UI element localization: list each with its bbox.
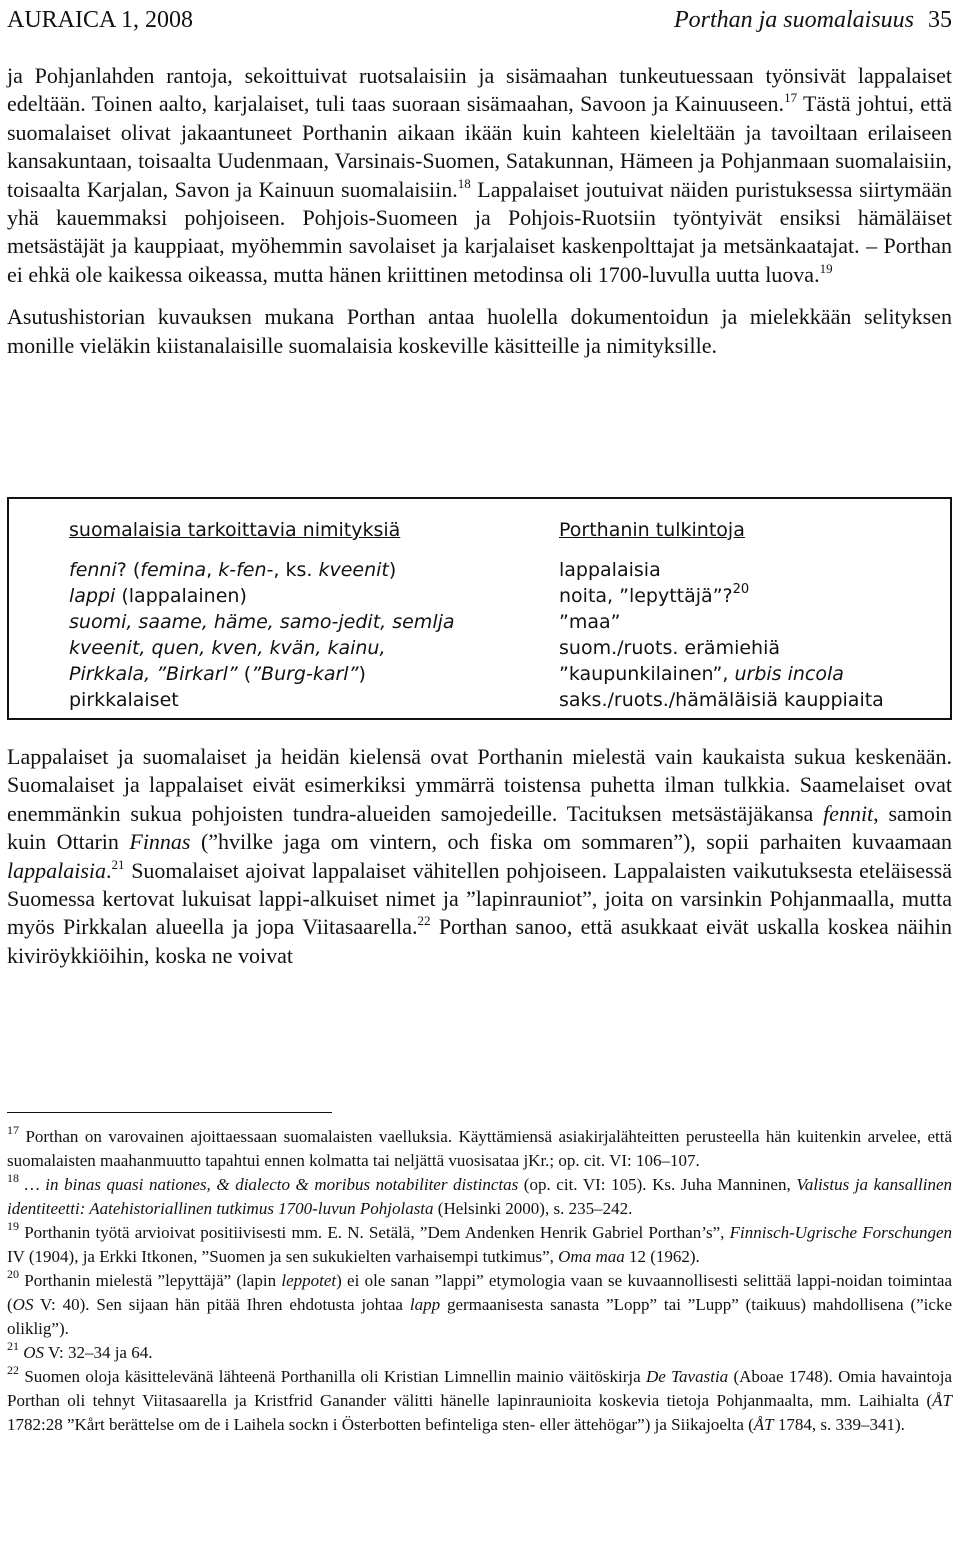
footnote-22-number: 22 [7,1363,19,1377]
p3-finnas: Finnas [129,829,191,855]
footnote-ref-20: 20 [732,582,750,597]
page-number: 35 [928,7,952,33]
paragraph-3 [7,743,952,970]
p3-part-d: . [106,857,112,883]
footnote-21-text: V: 32–34 ja 64. [44,1343,153,1362]
footnote-18-latin: … in binas quasi nationes, & dialecto & moribus notabiliter distinctas [19,1175,519,1194]
footnotes [7,1125,952,1437]
footnote-22-text-c: 1782:28 ”Kårt berättelse om de i Laihela sockn i Österbotten befinteliga sten- eller ättehögar”) ja Siikajoelta ( [7,1415,754,1434]
table-left-column [69,517,549,713]
footnote-22-text-d: 1784, s. 339–341). [773,1415,905,1434]
footnote-19-text-c: 12 (1962). [624,1247,700,1266]
table-right-row-6: saks./ruots./hämäläisiä kauppiaita [559,689,884,711]
footnote-20-text-a: Porthanin mielestä ”lepyttäjä” (lapin [19,1271,282,1290]
footnote-ref-19: 19 [819,260,833,276]
footnote-17-text: Porthan on varovainen ajoittaessaan suomalaisten vaelluksia. Käyttämiensä asiakirjalähteitten perusteella hän kuitenkin arvelee, että suomalaisten maahanmuutto tapahtui ennen kolmatta tai neljättä vuosisataa jKr.; op. cit. VI: 106–107. [7,1127,952,1170]
body-text [7,62,952,360]
footnote-21-number: 21 [7,1339,19,1353]
footnote-20-text-d: germaanisesta sanasta ”Lopp” tai ”Lupp” (taikuus) mahdollisena (”icke oliklig”). [7,1295,952,1338]
footnote-22-at-1: ÅT [932,1391,952,1410]
footnote-22-at-2: ÅT [753,1415,774,1434]
table-right-row-3: ”maa” [559,611,621,633]
footnote-17-number: 17 [7,1123,19,1137]
footnote-ref-22: 22 [417,913,431,929]
footnote-17 [7,1125,952,1173]
journal-name: AURAICA 1, 2008 [7,7,194,33]
footnote-20-text-c: V: 40). Sen sijaan hän pitää Ihren ehdotusta johtaa [33,1295,410,1314]
table-left-row-5: Pirkkala, ”Birkarl” (”Burg-karl”) [69,663,366,685]
table-left-row-2: lappi (lappalainen) [69,585,247,607]
paragraph-2: Asutushistorian kuvauksen mukana Porthan antaa huolella dokumentoidun ja mielekkään selityksen monille vieläkin kiistanalaisille suomalaisia koskeville käsitteille ja nimityksille. [7,304,952,358]
footnote-ref-17: 17 [784,90,798,106]
names-table [7,497,952,720]
footnote-20 [7,1269,952,1341]
table-right-row-1: lappalaisia [559,559,661,581]
table-left-row-6: pirkkalaiset [69,689,179,711]
footnote-18-text-b: (Helsinki 2000), s. 235–242. [433,1199,633,1218]
footnote-18 [7,1173,952,1221]
paragraph-1 [7,62,952,289]
p3-part-a: Lappalaiset ja suomalaiset ja heidän kielensä ovat Porthanin mielestä vain kaukaista sukua keskenään. Suomalaiset ja lappalaiset eivät esimerkiksi ymmärrä toistensa puhetta ilman tulkkia. Saamelaiset ovat enemmänkin sukua pohjoisten tundra-alueiden samojedeille. Tacituksen metsästäjäkansa [7,744,952,826]
p3-fennit: fennit [823,800,874,826]
table-left-row-4: kveenit, quen, kven, kvän, kainu, [69,637,386,659]
footnote-ref-21: 21 [111,856,125,872]
footnote-20-number: 20 [7,1267,19,1281]
footnote-22 [7,1365,952,1437]
footnote-20-os: OS [12,1295,34,1314]
footnote-21-os: OS [19,1343,45,1362]
footnote-18-number: 18 [7,1171,19,1185]
footnote-19 [7,1221,952,1269]
table-right-column [559,517,949,713]
footnote-20-leppotet: leppotet [281,1271,337,1290]
footnote-22-text-a: Suomen oloja käsittelevänä lähteenä Porthanilla oli Kristian Limnellin mainio väitöskirja [19,1367,647,1386]
footnote-19-oma-maa: Oma maa [558,1247,625,1266]
footnote-21 [7,1341,952,1365]
p1-part-c: Lappalaiset joutuivat näiden puristuksessa siirtymään yhä kauemmaksi pohjoiseen. Pohjois-Suomeen ja Pohjois-Ruotsiin työntyivät ensiksi hämäläiset metsästäjät ja kauppiaat, myöhemmin savolaiset ja karjalaiset kaskenpolttajat ja metsänkaatajat. – Porthan ei ehkä ole kaikessa oikeassa, mutta hänen kriittinen metodinsa oli 1700-luvulla uutta luova. [7,176,952,287]
p3-lappalaisia: lappalaisia [7,857,107,883]
footnote-20-lapp: lapp [409,1295,441,1314]
footnote-18-book: Valistus ja kansallinen identiteetti: Aatehistoriallinen tutkimus 1700-luvun Pohjolasta [7,1175,953,1218]
p1-part-b: Tästä johtui, että suomalaiset olivat jakaantuneet Porthanin aikaan ikään kuin kahteen kieleltään ja tavoiltaan erilaiseen kansakuntaan, toisaalta Uudenmaan, Varsinais-Suomen, Satakunnan, Hämeen ja Pohjanmaan suomalaisiin, toisaalta Karjalan, Savon ja Kainuun suomalaisiin. [7,91,952,202]
table-left-row-1: fenni? (femina, k-fen-, ks. kveenit) [69,559,397,581]
footnote-19-number: 19 [7,1219,19,1233]
footnote-separator [7,1112,332,1113]
p1-part-a: ja Pohjanlahden rantoja, sekoittuivat ruotsalaisiin ja sisämaahan tunkeutuessaan työnsivät lappalaiset edeltään. Toinen aalto, karjalaiset, tuli taas suoraan sisämaahan, Savoon ja Kainuuseen. [7,63,952,117]
footnote-18-text-a: (op. cit. VI: 105). Ks. Juha Manninen, [518,1175,797,1194]
p3-part-f: Porthan sanoo, että asukkaat eivät uskalla koskea näihin kiviröykkiöihin, koska ne voivat [7,914,952,968]
table-right-row-5: ”kaupunkilainen”, urbis incola [559,663,844,685]
footnote-19-text-b: IV (1904), ja Erkki Itkonen, ”Suomen ja sen sukukielten varhaisempi tutkimus”, [7,1247,559,1266]
table-left-row-3: suomi, saame, häme, samo-jedit, semlja [69,611,455,633]
footnote-ref-18: 18 [457,175,471,191]
footnote-22-text-b: (Aboae 1748). Omia havaintoja Porthan oli tehnyt Viitasaarella ja Kristfrid Ganander välitti hänelle lapinraunioita koskevia tietoja Pohjanmaalta, mm. Laihialta ( [7,1367,952,1410]
footnote-19-text-a: Porthanin työtä arvioivat positiivisesti mm. E. N. Setälä, ”Dem Andenken Henrik Gabriel Porthan’s”, [19,1223,730,1242]
table-right-header: Porthanin tulkintoja [559,519,745,541]
running-header [7,0,952,42]
article-title [674,3,952,37]
table-right-row-2-text: noita, ”lepyttäjä”? [559,585,733,607]
table-right-row-4: suom./ruots. erämiehiä [559,637,781,659]
p3-part-e: Suomalaiset ajoivat lappalaiset vähitellen pohjoiseen. Lappalaisten vaikutuksesta eteläisessä Suomessa kertovat lukuisat lappi-alkuiset nimet ja ”lapinrauniot”, joita on varsinkin Pohjanmaalla, mutta myös Pirkkalan alueella ja jopa Viitasaarella. [7,857,952,940]
p3-part-b: , samoin kuin Ottarin [7,800,952,855]
article-title-text: Porthan ja suomalaisuus [673,7,914,33]
footnote-19-journal: Finnisch-Ugrische Forschungen [729,1223,953,1242]
table-right-row-2 [559,583,949,609]
footnote-22-de-tavastia: De Tavastia [646,1367,729,1386]
table-left-header: suomalaisia tarkoittavia nimityksiä [69,519,401,541]
p3-part-c: (”hvilke jaga om vintern, och fiska om sommaren”), sopii parhaiten kuvaamaan [190,829,952,855]
footnote-20-text-b: ) ei ole sanan ”lappi” etymologia vaan se kuvaannollisesti selittää lappi-noidan toimintaa ( [7,1271,952,1314]
